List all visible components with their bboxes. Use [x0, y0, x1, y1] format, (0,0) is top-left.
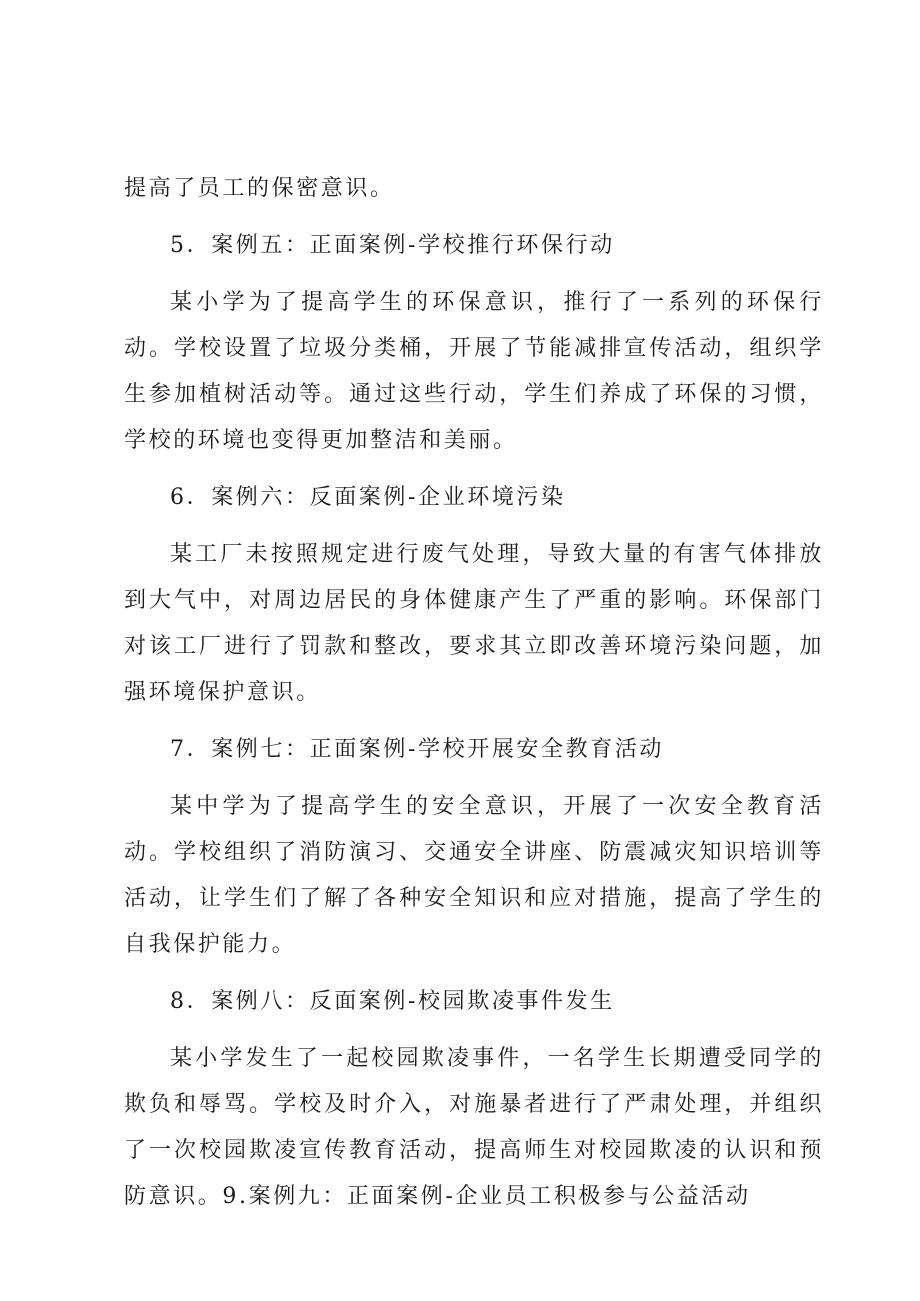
section-heading-8: 8．案例八：反面案例-校园欺凌事件发生: [170, 989, 615, 1014]
section-body-5: 某小学为了提高学生的环保意识，推行了一系列的环保行动。学校设置了垃圾分类桶，开展了节能减排宣传活动，组织学生参加植树活动等。通过这些行动，学生们养成了环保的习惯，学校的环境也变得更加整洁和美丽。: [124, 290, 824, 453]
section-heading-7: 7．案例七：正面案例-学校开展安全教育活动: [170, 737, 665, 762]
section-body-6: 某工厂未按照规定进行废气处理，导致大量的有害气体排放到大气中，对周边居民的身体健康产生了严重的影响。环保部门对该工厂进行了罚款和整改，要求其立即改善环境污染问题，加强环境保护意识。: [124, 542, 824, 705]
section-heading-6: 6．案例六：反面案例-企业环境污染: [170, 485, 566, 510]
section-body-7: 某中学为了提高学生的安全意识，开展了一次安全教育活动。学校组织了消防演习、交通安全讲座、防震减灾知识培训等活动，让学生们了解了各种安全知识和应对措施，提高了学生的自我保护能力。: [124, 794, 824, 957]
section-heading-5: 5．案例五：正面案例-学校推行环保行动: [170, 233, 615, 258]
opening-line: 提高了员工的保密意识。: [124, 176, 395, 201]
section-body-8: 某小学发生了一起校园欺凌事件，一名学生长期遭受同学的欺负和辱骂。学校及时介入，对施暴者进行了严肃处理，并组织了一次校园欺凌宣传教育活动，提高师生对校园欺凌的认识和预防意识。9.案例九：正面案例-企业员工积极参与公益活动: [124, 1046, 824, 1209]
document-body: [124, 166, 824, 1231]
